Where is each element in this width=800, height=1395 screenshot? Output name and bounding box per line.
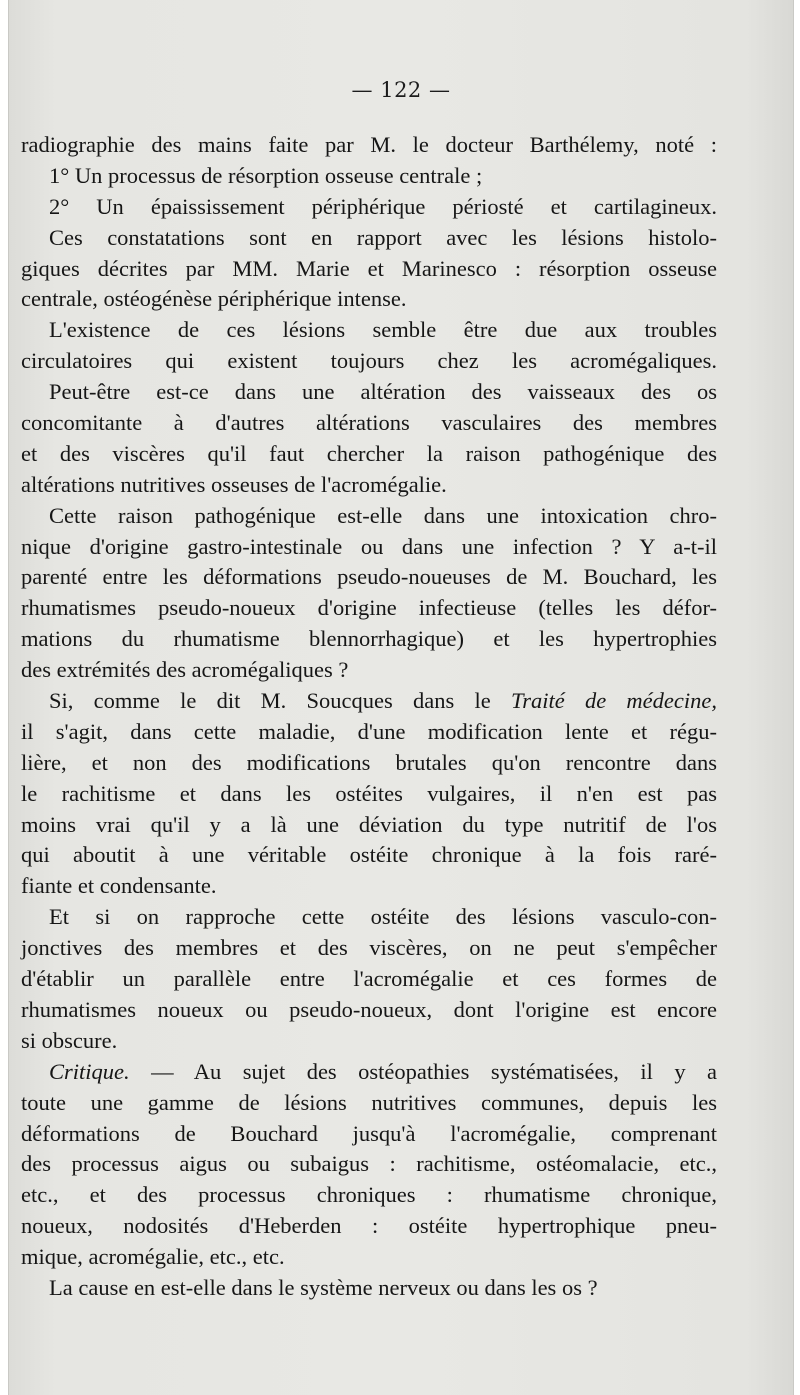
book-page	[8, 0, 794, 1395]
text-line: 1° Un processus de résorption osseuse centrale ;	[49, 162, 483, 188]
text-line: si obscure.	[21, 1027, 118, 1053]
text-line: Et si on rapproche cette ostéite des lésions vasculo-con-	[49, 904, 717, 930]
text-line: toute une gamme de lésions nutritives communes, depuis les	[21, 1089, 717, 1115]
text-line	[21, 1057, 717, 1088]
text-line: le rachitisme et dans les ostéites vulgaires, il n'en est pas	[21, 780, 717, 806]
text-line: Cette raison pathogénique est-elle dans une intoxication chro-	[49, 502, 717, 528]
text-line: Ces constatations sont en rapport avec les lésions histolo-	[49, 224, 717, 250]
text-line: parenté entre les déformations pseudo-noueuses de M. Bouchard, les	[21, 564, 717, 590]
text-line: giques décrites par MM. Marie et Marinesco : résorption osseuse	[21, 255, 717, 281]
text-line	[21, 686, 717, 717]
text-line: 2° Un épaississement périphérique périosté et cartilagineux.	[49, 193, 717, 219]
text-line: nique d'origine gastro-intestinale ou dans une infection ? Y a-t-il	[21, 533, 717, 559]
text-line: circulatoires qui existent toujours chez les acromégaliques.	[21, 348, 717, 374]
text-line: centrale, ostéogénèse périphérique intense.	[21, 286, 407, 312]
text-line: il s'agit, dans cette maladie, d'une modification lente et régu-	[21, 718, 717, 744]
text-line: rhumatismes noueux ou pseudo-noueux, dont l'origine est encore	[21, 996, 717, 1022]
text-line: des extrémités des acromégaliques ?	[21, 657, 349, 683]
text-line: altérations nutritives osseuses de l'acromégalie.	[21, 471, 447, 497]
text-line: radiographie des mains faite par M. le docteur Barthélemy, noté :	[21, 132, 717, 157]
body-text	[21, 130, 717, 1304]
text-segment: Si, comme le dit M. Soucques dans le	[49, 688, 491, 714]
page-number: — 122 —	[351, 78, 451, 102]
critique-heading-italic: Critique.	[49, 1058, 130, 1084]
book-title-italic: Traité de médecine,	[510, 688, 718, 714]
text-line: La cause en est-elle dans le système nerveux ou dans les os ?	[49, 1274, 598, 1300]
text-line: fiante et condensante.	[21, 873, 217, 899]
text-line: qui aboutit à une véritable ostéite chronique à la fois raré-	[21, 842, 717, 868]
text-line: rhumatismes pseudo-noueux d'origine infectieuse (telles les défor-	[21, 595, 717, 621]
text-line: déformations de Bouchard jusqu'à l'acromégalie, comprenant	[21, 1120, 717, 1146]
text-line: noueux, nodosités d'Heberden : ostéite hypertrophique pneu-	[21, 1213, 717, 1239]
text-line: lière, et non des modifications brutales qu'on rencontre dans	[21, 749, 717, 775]
text-line: L'existence de ces lésions semble être due aux troubles	[49, 317, 717, 343]
text-segment: — Au sujet des ostéopathies systématisées, il y a	[151, 1058, 718, 1084]
text-line: des processus aigus ou subaigus : rachitisme, ostéomalacie, etc.,	[21, 1151, 717, 1177]
text-line: Peut-être est-ce dans une altération des vaisseaux des os	[49, 379, 717, 405]
text-line: etc., et des processus chroniques : rhumatisme chronique,	[21, 1182, 717, 1208]
text-line: concomitante à d'autres altérations vasculaires des membres	[21, 410, 717, 436]
text-line: moins vrai qu'il y a là une déviation du type nutritif de l'os	[21, 811, 717, 837]
text-line: d'établir un parallèle entre l'acromégalie et ces formes de	[21, 966, 717, 992]
text-line: mique, acromégalie, etc., etc.	[21, 1244, 285, 1270]
text-line: et des viscères qu'il faut chercher la raison pathogénique des	[21, 440, 717, 466]
text-line: mations du rhumatisme blennorrhagique) et les hypertrophies	[21, 626, 717, 652]
text-line: jonctives des membres et des viscères, on ne peut s'empêcher	[21, 935, 717, 961]
